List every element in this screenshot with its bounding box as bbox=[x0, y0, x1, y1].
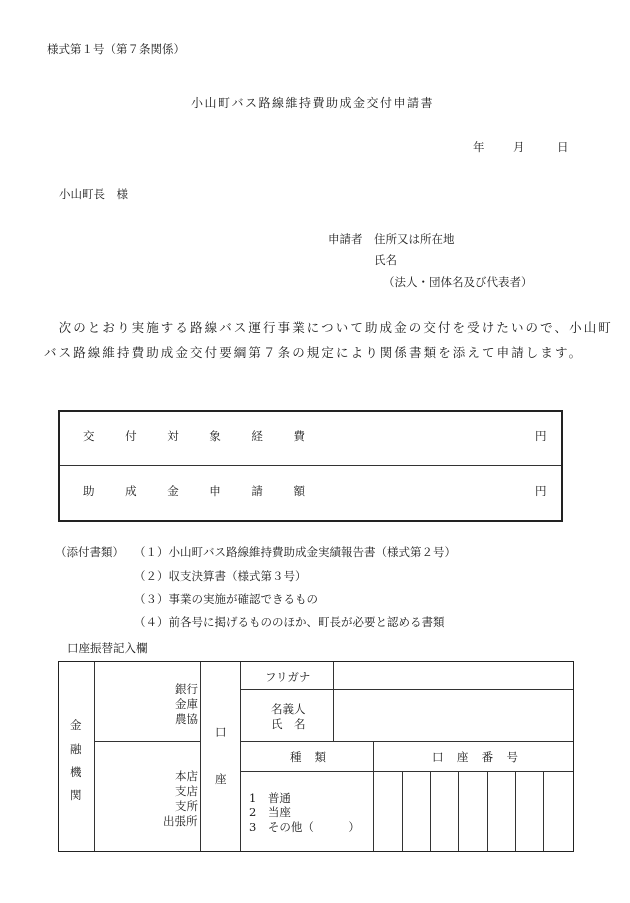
branch-type-option: 本店 bbox=[175, 769, 198, 783]
subsidy-target-cost-label: 交 付 対 象 経 費 bbox=[83, 429, 305, 443]
account-table-vline bbox=[94, 662, 95, 851]
form-number: 様式第１号（第７条関係） bbox=[47, 42, 185, 56]
account-holder-label-line1: 名義人 bbox=[271, 702, 306, 716]
amount-table-divider bbox=[60, 465, 561, 466]
amount-table bbox=[58, 410, 563, 522]
date-day-label: 日 bbox=[557, 140, 569, 154]
account-table-vline bbox=[200, 662, 201, 851]
subsidy-request-amount-label: 助 成 金 申 請 額 bbox=[83, 484, 305, 498]
account-type-option-checking[interactable]: 2 当座 bbox=[249, 805, 291, 819]
digit-box-line bbox=[430, 771, 431, 851]
applicant-label: 申請者 bbox=[328, 232, 363, 246]
yen-unit-1: 円 bbox=[535, 429, 547, 443]
branch-type-option: 出張所 bbox=[163, 814, 198, 828]
financial-institution-label-char: 金 bbox=[70, 718, 82, 732]
applicant-address-label: 住所又は所在地 bbox=[374, 232, 455, 246]
digit-box-line bbox=[402, 771, 403, 851]
digit-box-line bbox=[458, 771, 459, 851]
account-section-title: 口座振替記入欄 bbox=[67, 641, 148, 655]
bank-type-option: 農協 bbox=[175, 712, 198, 726]
account-table-vline bbox=[240, 662, 241, 851]
applicant-name-label: 氏名 bbox=[374, 253, 397, 267]
account-table-hline bbox=[240, 771, 573, 772]
account-table-hline bbox=[94, 741, 200, 742]
attachment-item: （１）小山町バス路線維持費助成金実績報告書（様式第２号） bbox=[134, 545, 456, 559]
form-title: 小山町バス路線維持費助成金交付申請書 bbox=[191, 96, 435, 110]
attachment-item: （４）前各号に掲げるもののほか、町長が必要と認める書類 bbox=[134, 615, 445, 629]
account-holder-label-line2: 氏 名 bbox=[271, 717, 306, 731]
furigana-field[interactable] bbox=[335, 663, 571, 688]
furigana-label: フリガナ bbox=[265, 670, 311, 684]
account-number-header: 口 座 番 号 bbox=[432, 750, 518, 764]
account-holder-field[interactable] bbox=[335, 691, 571, 740]
attachment-item: （２）収支決算書（様式第３号） bbox=[134, 569, 307, 583]
financial-institution-label-char: 融 bbox=[70, 742, 82, 756]
account-table-hline bbox=[240, 689, 573, 690]
addressee: 小山町長 様 bbox=[59, 187, 128, 201]
bank-type-option: 金庫 bbox=[175, 697, 198, 711]
account-type-header: 種 類 bbox=[290, 750, 326, 764]
digit-box-line bbox=[515, 771, 516, 851]
yen-unit-2: 円 bbox=[535, 484, 547, 498]
body-line-2: バス路線維持費助成金交付要綱第７条の規定により関係書類を添えて申請します。 bbox=[44, 345, 584, 360]
account-label-char: 口 bbox=[215, 725, 227, 739]
account-table-vline bbox=[333, 662, 334, 741]
date-month-label: 月 bbox=[513, 140, 525, 154]
attachments-label: （添付書類） bbox=[55, 545, 124, 559]
body-line-1: 次のとおり実施する路線バス運行事業について助成金の交付を受けたいので、小山町 bbox=[44, 320, 613, 335]
attachment-item: （３）事業の実施が確認できるもの bbox=[134, 592, 318, 606]
account-label-char: 座 bbox=[215, 772, 227, 786]
account-type-option-other[interactable]: 3 その他（ ） bbox=[249, 820, 360, 834]
bank-type-option: 銀行 bbox=[175, 682, 198, 696]
financial-institution-label-char: 関 bbox=[70, 788, 82, 802]
date-year-label: 年 bbox=[473, 140, 485, 154]
financial-institution-label-char: 機 bbox=[70, 765, 82, 779]
applicant-name-note: （法人・団体名及び代表者） bbox=[383, 275, 533, 289]
account-table-hline bbox=[240, 741, 573, 742]
branch-type-option: 支所 bbox=[175, 799, 198, 813]
account-type-option-ordinary[interactable]: 1 普通 bbox=[249, 791, 291, 805]
digit-box-line bbox=[543, 771, 544, 851]
digit-box-line bbox=[487, 771, 488, 851]
branch-type-option: 支店 bbox=[175, 784, 198, 798]
account-table-vline bbox=[373, 741, 374, 851]
